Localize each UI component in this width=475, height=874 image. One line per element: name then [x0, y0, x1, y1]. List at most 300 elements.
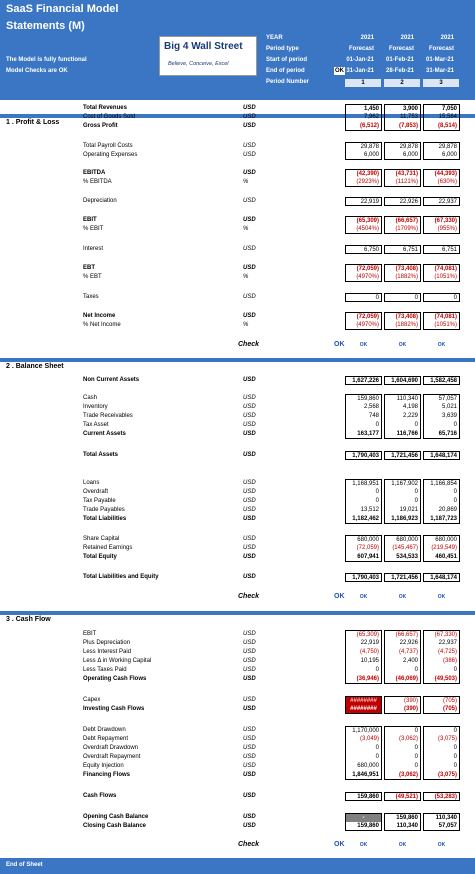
value-cell[interactable]: 0 [345, 497, 382, 506]
value-cell[interactable]: 0 [423, 666, 460, 675]
value-cell[interactable]: (630%) [423, 178, 460, 187]
row-unit: USD [243, 217, 256, 223]
table-row [0, 726, 475, 735]
cf-check-label: Check [238, 841, 260, 848]
row-label: EBITDA [83, 170, 106, 176]
value-cell[interactable]: (145,467) [384, 544, 421, 553]
row-label: Retained Earnings [83, 545, 133, 551]
value-cell[interactable]: 1,166,854 [423, 479, 460, 488]
row-unit: USD [243, 736, 256, 742]
table-row [0, 535, 475, 544]
table-row [0, 675, 475, 684]
value-cell[interactable]: 4,198 [384, 403, 421, 412]
value-cell[interactable]: 0 [345, 421, 382, 430]
table-row [0, 544, 475, 553]
end-of-sheet-bar [0, 858, 475, 874]
value-cell[interactable]: 22,937 [423, 197, 460, 206]
value-cell[interactable]: (3,062) [384, 735, 421, 744]
value-cell[interactable]: 159,860 [384, 813, 421, 822]
row-unit: USD [243, 170, 256, 176]
row-unit: USD [243, 814, 256, 820]
table-row [0, 792, 475, 801]
value-cell[interactable]: (1051%) [423, 321, 460, 330]
row-unit: USD [243, 452, 256, 458]
value-cell[interactable]: (72,059) [345, 544, 382, 553]
value-cell[interactable]: 1,648,174 [423, 451, 460, 460]
row-unit: USD [243, 772, 256, 778]
bs-check-col1: OK [359, 594, 368, 600]
col2-number: 2 [384, 79, 420, 87]
row-unit: USD [243, 536, 256, 542]
table-row [0, 142, 475, 151]
pl-check-col2: OK [398, 342, 407, 348]
table-row [0, 169, 475, 178]
row-label: Plus Depreciation [83, 640, 131, 646]
table-row [0, 696, 475, 705]
table-row [0, 403, 475, 412]
row-label: Total Revenues [83, 105, 127, 111]
col2-end: 28-Feb-21 [385, 68, 414, 74]
value-cell[interactable]: 534,533 [384, 553, 421, 562]
period-type-label: Period type [266, 46, 299, 52]
value-cell[interactable]: 0 [345, 666, 382, 675]
table-row [0, 639, 475, 648]
value-cell[interactable]: 7,962 [345, 113, 382, 122]
value-cell[interactable]: (4970%) [345, 273, 382, 282]
bs-check-col2: OK [398, 594, 407, 600]
end-period-label: End of period [266, 68, 305, 74]
value-cell[interactable]: 1,187,723 [423, 515, 460, 524]
row-label: Total Payroll Costs [83, 143, 133, 149]
value-cell[interactable]: (73,408) [384, 264, 421, 273]
value-cell[interactable]: (42,390) [345, 169, 382, 178]
table-row [0, 762, 475, 771]
value-cell[interactable]: 6,751 [423, 245, 460, 254]
table-row [0, 744, 475, 753]
row-label: Investing Cash Flows [83, 706, 145, 712]
value-cell[interactable]: 10,195 [345, 657, 382, 666]
row-label: Share Capital [83, 536, 120, 542]
value-cell[interactable]: (705) [423, 696, 460, 705]
row-unit: USD [243, 404, 256, 410]
pl-check-col3: OK [437, 342, 446, 348]
value-cell[interactable]: ######## [345, 696, 382, 705]
value-cell[interactable]: (1121%) [384, 178, 421, 187]
section-profit-loss-title: 1 . Profit & Loss [6, 119, 60, 126]
value-cell[interactable]: 110,340 [384, 822, 421, 831]
table-row [0, 321, 475, 330]
value-cell[interactable]: (3,075) [423, 735, 460, 744]
table-row [0, 245, 475, 254]
table-row [0, 122, 475, 131]
value-cell[interactable]: 1,627,226 [345, 376, 382, 385]
section-cash-flow-title: 3 . Cash Flow [6, 616, 51, 623]
value-cell[interactable]: (72,059) [345, 264, 382, 273]
row-unit: USD [243, 143, 256, 149]
table-row [0, 573, 475, 582]
value-cell[interactable]: 1,721,456 [384, 573, 421, 582]
value-cell[interactable]: (72,059) [345, 312, 382, 321]
value-cell[interactable]: (1709%) [384, 225, 421, 234]
value-cell[interactable]: - [345, 813, 382, 822]
value-cell[interactable]: 0 [423, 293, 460, 302]
value-cell[interactable]: 11,753 [384, 113, 421, 122]
value-cell[interactable]: (67,330) [423, 216, 460, 225]
value-cell[interactable]: 29,878 [423, 142, 460, 151]
value-cell[interactable]: (6,512) [345, 122, 382, 131]
value-cell[interactable]: (1051%) [423, 273, 460, 282]
col3-number: 3 [423, 79, 459, 87]
row-unit: USD [243, 105, 256, 111]
value-cell[interactable]: (4,725) [423, 648, 460, 657]
table-row [0, 216, 475, 225]
row-label: Taxes [83, 294, 99, 300]
value-cell[interactable]: ######## [345, 705, 382, 714]
row-label: % EBITDA [83, 179, 112, 185]
value-cell[interactable]: 680,000 [345, 762, 382, 771]
value-cell[interactable]: 0 [384, 488, 421, 497]
value-cell[interactable]: (4,750) [345, 648, 382, 657]
row-label: EBT [83, 265, 95, 271]
value-cell[interactable]: (53,283) [423, 792, 460, 801]
cf-check-ok: OK [334, 841, 345, 848]
row-unit: USD [243, 395, 256, 401]
value-cell[interactable]: 13,512 [345, 506, 382, 515]
row-unit: USD [243, 480, 256, 486]
table-row [0, 451, 475, 460]
value-cell[interactable]: 607,941 [345, 553, 382, 562]
value-cell[interactable]: 460,451 [423, 553, 460, 562]
pl-check-col1: OK [359, 342, 368, 348]
value-cell[interactable]: 748 [345, 412, 382, 421]
value-cell[interactable]: 20,869 [423, 506, 460, 515]
logo-brand: Big 4 Wall Street [164, 41, 243, 52]
section-balance-sheet-title: 2 . Balance Sheet [6, 363, 64, 370]
row-unit: USD [243, 793, 256, 799]
table-row [0, 273, 475, 282]
value-cell[interactable]: (390) [384, 705, 421, 714]
value-cell[interactable]: (43,731) [384, 169, 421, 178]
row-unit: USD [243, 431, 256, 437]
model-status-note: The Model is fully functional [6, 57, 87, 63]
cf-check-col2: OK [398, 842, 407, 848]
period-number-label: Period Number [266, 79, 310, 85]
value-cell[interactable]: 3,639 [423, 412, 460, 421]
value-cell[interactable]: (3,049) [345, 735, 382, 744]
value-cell[interactable]: 680,000 [423, 535, 460, 544]
row-unit: USD [243, 640, 256, 646]
table-row [0, 113, 475, 122]
value-cell[interactable]: (66,657) [384, 630, 421, 639]
value-cell[interactable]: 1,182,462 [345, 515, 382, 524]
row-unit: USD [243, 198, 256, 204]
cf-check-col1: OK [359, 842, 368, 848]
row-unit: USD [243, 377, 256, 383]
row-unit: USD [243, 823, 256, 829]
row-unit: USD [243, 554, 256, 560]
row-unit: USD [243, 697, 256, 703]
value-cell[interactable]: (44,393) [423, 169, 460, 178]
value-cell[interactable]: 65,716 [423, 430, 460, 439]
value-cell[interactable]: (74,081) [423, 264, 460, 273]
row-label: Tax Payable [83, 498, 116, 504]
pl-check-ok: OK [334, 341, 345, 348]
col2-type: Forecast [388, 46, 414, 52]
value-cell[interactable]: 1,648,174 [423, 573, 460, 582]
value-cell[interactable]: 1,186,923 [384, 515, 421, 524]
col3-start: 01-Mar-21 [425, 57, 454, 63]
row-unit: USD [243, 516, 256, 522]
col3-end: 31-Mar-21 [425, 68, 454, 74]
row-label: Inventory [83, 404, 108, 410]
value-cell[interactable]: 680,000 [384, 535, 421, 544]
value-cell[interactable]: 0 [423, 753, 460, 762]
value-cell[interactable]: 6,000 [345, 151, 382, 160]
col1-type: Forecast [348, 46, 374, 52]
row-label: Cash Flows [83, 793, 117, 799]
value-cell[interactable]: 0 [423, 488, 460, 497]
value-cell[interactable]: (66,657) [384, 216, 421, 225]
value-cell[interactable]: (46,069) [384, 675, 421, 684]
value-cell[interactable]: (67,330) [423, 630, 460, 639]
value-cell[interactable]: 2,400 [384, 657, 421, 666]
value-cell[interactable]: (3,075) [423, 771, 460, 780]
row-unit: USD [243, 631, 256, 637]
value-cell[interactable]: (36,946) [345, 675, 382, 684]
value-cell[interactable]: 0 [423, 744, 460, 753]
table-row [0, 506, 475, 515]
col3-year: 2021 [440, 35, 454, 41]
value-cell[interactable]: (955%) [423, 225, 460, 234]
end-of-sheet-label: End of Sheet [6, 862, 43, 868]
value-cell[interactable]: 0 [423, 497, 460, 506]
row-label: % Net Income [83, 322, 121, 328]
col3-type: Forecast [428, 46, 454, 52]
value-cell[interactable]: (49,503) [423, 675, 460, 684]
value-cell[interactable]: 0 [384, 744, 421, 753]
row-label: Total Assets [83, 452, 119, 458]
table-row [0, 421, 475, 430]
value-cell[interactable]: 0 [423, 421, 460, 430]
value-cell[interactable]: 15,564 [423, 113, 460, 122]
row-unit: USD [243, 246, 256, 252]
section-balance-sheet[interactable] [0, 358, 475, 372]
value-cell[interactable]: 163,177 [345, 430, 382, 439]
row-label: Non Current Assets [83, 377, 140, 383]
table-row [0, 225, 475, 234]
row-label: Total Liabilities and Equity [83, 574, 159, 580]
value-cell[interactable]: 0 [345, 293, 382, 302]
row-unit: % [243, 179, 249, 185]
table-row [0, 197, 475, 206]
row-label: EBIT [83, 217, 97, 223]
table-row [0, 430, 475, 439]
value-cell[interactable]: 1,168,951 [345, 479, 382, 488]
row-unit: USD [243, 265, 256, 271]
value-cell[interactable]: 159,860 [345, 394, 382, 403]
value-cell[interactable]: 0 [384, 726, 421, 735]
row-unit: USD [243, 152, 256, 158]
value-cell[interactable]: (4970%) [345, 321, 382, 330]
table-row [0, 666, 475, 675]
value-cell[interactable]: 1,170,000 [345, 726, 382, 735]
value-cell[interactable]: 1,721,456 [384, 451, 421, 460]
table-row [0, 479, 475, 488]
value-cell[interactable]: 22,926 [384, 639, 421, 648]
sheet-title: Statements (M) [6, 20, 85, 32]
row-label: Less Taxes Paid [83, 667, 127, 673]
value-cell[interactable]: (8,514) [423, 122, 460, 131]
value-cell[interactable]: 57,057 [423, 822, 460, 831]
value-cell[interactable]: 159,860 [345, 822, 382, 831]
row-label: Equity Injection [83, 763, 124, 769]
value-cell[interactable]: (219,549) [423, 544, 460, 553]
table-row [0, 488, 475, 497]
value-cell[interactable]: 29,878 [345, 142, 382, 151]
table-row [0, 657, 475, 666]
value-cell[interactable]: (3,062) [384, 771, 421, 780]
value-cell[interactable]: 1,167,902 [384, 479, 421, 488]
value-cell[interactable]: 6,000 [384, 151, 421, 160]
value-cell[interactable]: (65,309) [345, 630, 382, 639]
value-cell[interactable]: 110,340 [384, 394, 421, 403]
value-cell[interactable]: (390) [384, 696, 421, 705]
value-cell[interactable]: 0 [384, 762, 421, 771]
value-cell[interactable]: 6,000 [423, 151, 460, 160]
value-cell[interactable]: (705) [423, 705, 460, 714]
row-unit: USD [243, 545, 256, 551]
value-cell[interactable]: (65,309) [345, 216, 382, 225]
value-cell[interactable]: (49,521) [384, 792, 421, 801]
value-cell[interactable]: 0 [384, 753, 421, 762]
value-cell[interactable]: (4,737) [384, 648, 421, 657]
row-unit: USD [243, 658, 256, 664]
value-cell[interactable]: 680,000 [345, 535, 382, 544]
year-label: YEAR [266, 35, 283, 41]
value-cell[interactable]: (74,081) [423, 312, 460, 321]
row-unit: USD [243, 745, 256, 751]
row-label: Tax Asset [83, 422, 109, 428]
value-cell[interactable]: 0 [384, 421, 421, 430]
row-unit: USD [243, 422, 256, 428]
row-label: Less Interest Paid [83, 649, 132, 655]
value-cell[interactable]: 22,919 [345, 639, 382, 648]
value-cell[interactable]: 22,926 [384, 197, 421, 206]
row-label: Net Income [83, 313, 116, 319]
row-unit: USD [243, 667, 256, 673]
row-label: Debt Drawdown [83, 727, 126, 733]
value-cell[interactable]: 1,604,690 [384, 376, 421, 385]
row-label: Overdraft Repayment [83, 754, 141, 760]
company-logo [159, 36, 257, 76]
value-cell[interactable]: 0 [384, 666, 421, 675]
value-cell[interactable]: 159,860 [345, 792, 382, 801]
cf-check-col3: OK [437, 842, 446, 848]
value-cell[interactable]: 0 [345, 753, 382, 762]
value-cell[interactable]: 1,450 [345, 104, 382, 113]
row-label: Trade Receivables [83, 413, 133, 419]
value-cell[interactable]: 7,050 [423, 104, 460, 113]
value-cell[interactable]: 1,846,951 [345, 771, 382, 780]
row-label: Operating Cash Flows [83, 676, 147, 682]
table-row [0, 394, 475, 403]
table-row [0, 630, 475, 639]
table-row [0, 293, 475, 302]
row-unit: USD [243, 123, 256, 129]
row-label: Cost of Goods Sold [83, 114, 136, 120]
value-cell[interactable]: 5,021 [423, 403, 460, 412]
value-cell[interactable]: 22,937 [423, 639, 460, 648]
row-label: Debt Repayment [83, 736, 129, 742]
value-cell[interactable]: (2923%) [345, 178, 382, 187]
row-label: EBIT [83, 631, 97, 637]
value-cell[interactable]: 19,021 [384, 506, 421, 515]
value-cell[interactable]: 0 [384, 293, 421, 302]
value-cell[interactable]: 116,766 [384, 430, 421, 439]
value-cell[interactable]: (386) [423, 657, 460, 666]
value-cell[interactable]: 1,790,403 [345, 573, 382, 582]
value-cell[interactable]: (73,408) [384, 312, 421, 321]
col1-year: 2021 [360, 35, 374, 41]
row-label: Operating Expenses [83, 152, 138, 158]
table-row [0, 264, 475, 273]
row-unit: USD [243, 676, 256, 682]
row-label: Gross Profit [83, 123, 118, 129]
value-cell[interactable]: (1882%) [384, 273, 421, 282]
value-cell[interactable]: 3,900 [384, 104, 421, 113]
row-label: Loans [83, 480, 100, 486]
model-title: SaaS Financial Model [6, 3, 119, 15]
row-label: Cash [83, 395, 98, 401]
ok-badge: OK [335, 68, 344, 74]
value-cell[interactable]: 6,750 [345, 245, 382, 254]
value-cell[interactable]: 22,919 [345, 197, 382, 206]
value-cell[interactable]: 0 [345, 488, 382, 497]
header-banner [0, 0, 475, 100]
value-cell[interactable]: 29,878 [384, 142, 421, 151]
row-unit: USD [243, 313, 256, 319]
value-cell[interactable]: (1882%) [384, 321, 421, 330]
value-cell[interactable]: 57,057 [423, 394, 460, 403]
table-row [0, 813, 475, 822]
col2-year: 2021 [400, 35, 414, 41]
logo-tagline: Believe, Conceive, Excel [168, 61, 229, 67]
value-cell[interactable]: 0 [423, 762, 460, 771]
value-cell[interactable]: 1,582,458 [423, 376, 460, 385]
row-label: Depreciation [83, 198, 117, 204]
value-cell[interactable]: (4504%) [345, 225, 382, 234]
row-label: Financing Flows [83, 772, 131, 778]
row-unit: % [243, 274, 249, 280]
value-cell[interactable]: 0 [423, 726, 460, 735]
section-cash-flow[interactable] [0, 611, 475, 625]
value-cell[interactable]: 6,751 [384, 245, 421, 254]
row-unit: USD [243, 507, 256, 513]
value-cell[interactable]: 110,340 [423, 813, 460, 822]
value-cell[interactable]: 0 [384, 497, 421, 506]
value-cell[interactable]: 1,790,403 [345, 451, 382, 460]
row-label: Current Assets [83, 431, 126, 437]
value-cell[interactable]: (7,853) [384, 122, 421, 131]
value-cell[interactable]: 0 [345, 744, 382, 753]
value-cell[interactable]: 2,568 [345, 403, 382, 412]
row-unit: USD [243, 706, 256, 712]
value-cell[interactable]: 2,229 [384, 412, 421, 421]
table-row [0, 151, 475, 160]
table-row [0, 771, 475, 780]
col1-number: 1 [345, 79, 381, 87]
table-row [0, 312, 475, 321]
